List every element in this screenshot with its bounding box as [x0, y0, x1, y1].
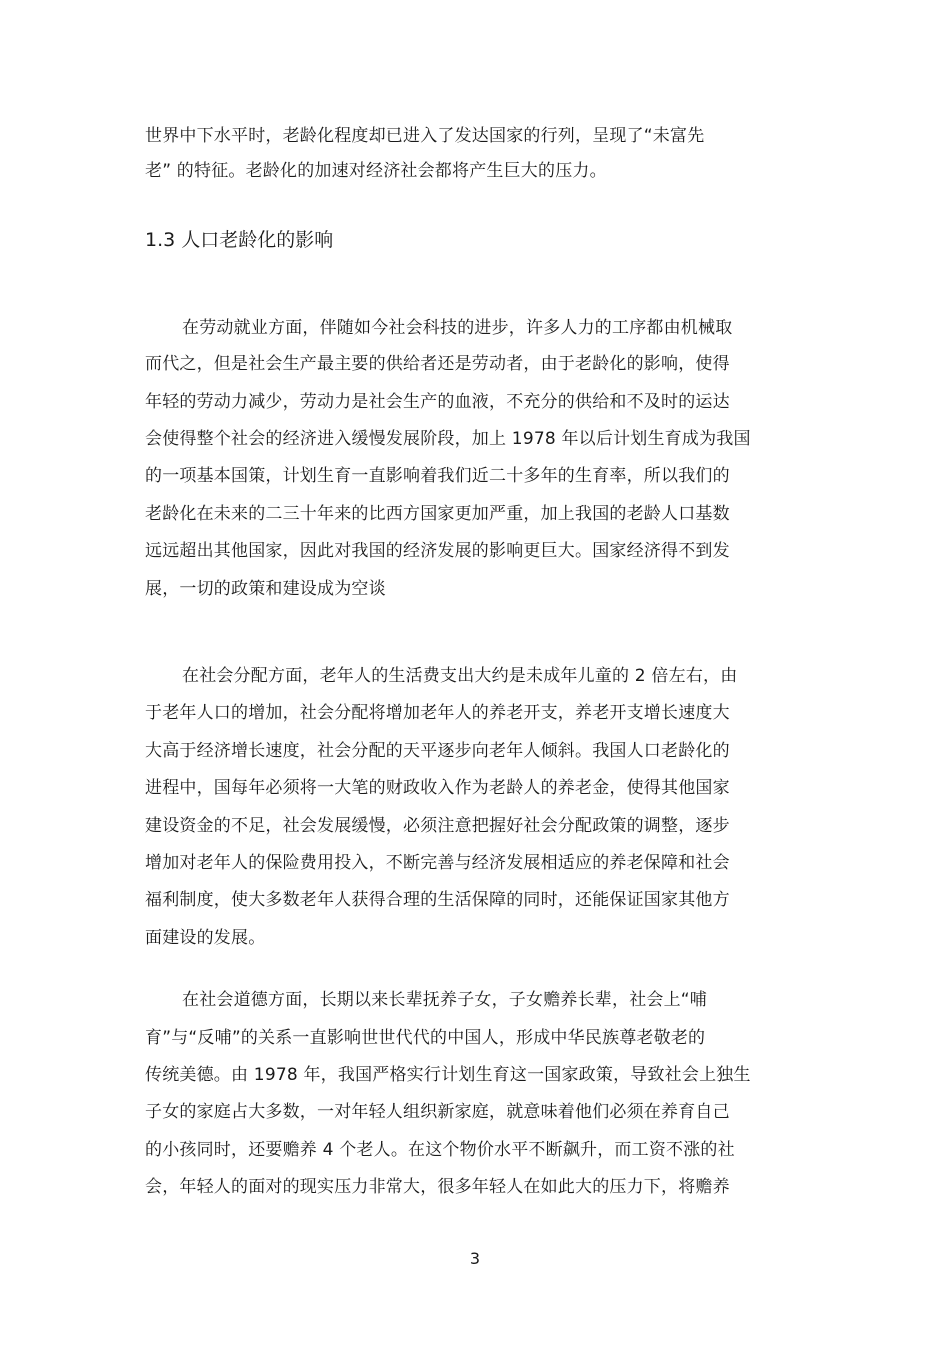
paragraph-line: 子女的家庭占大多数，一对年轻人组织新家庭，就意味着他们必须在养育自己: [145, 1102, 730, 1122]
paragraph-line: 年轻的劳动力减少，劳动力是社会生产的血液，不充分的供给和不及时的运达: [145, 392, 730, 412]
paragraph-line: 在劳动就业方面，伴随如今社会科技的进步，许多人力的工序都由机械取: [182, 318, 733, 338]
paragraph-line: 增加对老年人的保险费用投入，不断完善与经济发展相适应的养老保障和社会: [145, 853, 730, 873]
paragraph-line: 的小孩同时，还要赡养 4 个老人。在这个物价水平不断飙升，而工资不涨的社: [145, 1140, 735, 1160]
paragraph-line: 于老年人口的增加，社会分配将增加老年人的养老开支，养老开支增长速度大: [145, 703, 730, 723]
paragraph-line: 福利制度，使大多数老年人获得合理的生活保障的同时，还能保证国家其他方: [145, 890, 730, 910]
paragraph-line: 在社会分配方面，老年人的生活费支出大约是未成年儿童的 2 倍左右，由: [182, 666, 738, 686]
section-heading: 1.3 人口老龄化的影响: [145, 229, 334, 251]
paragraph-line: 会，年轻人的面对的现实压力非常大，很多年轻人在如此大的压力下，将赡养: [145, 1177, 730, 1197]
paragraph-line: 而代之，但是社会生产最主要的供给者还是劳动者，由于老龄化的影响，使得: [145, 354, 730, 374]
paragraph-line: 展，一切的政策和建设成为空谈: [145, 579, 386, 599]
paragraph-line: 育”与“反哺”的关系一直影响世世代代的中国人，形成中华民族尊老敬老的: [145, 1028, 706, 1048]
paragraph-line: 远远超出其他国家，因此对我国的经济发展的影响更巨大。国家经济得不到发: [145, 541, 730, 561]
intro-line-2: 老” 的特征。老龄化的加速对经济社会都将产生巨大的压力。: [145, 161, 607, 181]
intro-line-1: 世界中下水平时，老龄化程度却已进入了发达国家的行列，呈现了“未富先: [145, 126, 705, 146]
paragraph-line: 建设资金的不足，社会发展缓慢，必须注意把握好社会分配政策的调整，逐步: [145, 816, 730, 836]
page-number: 3: [469, 1249, 481, 1268]
paragraph-line: 面建设的发展。: [145, 928, 266, 948]
paragraph-line: 传统美德。由 1978 年，我国严格实行计划生育这一国家政策，导致社会上独生: [145, 1065, 751, 1085]
paragraph-line: 进程中，国每年必须将一大笔的财政收入作为老龄人的养老金，使得其他国家: [145, 778, 730, 798]
paragraph-line: 的一项基本国策，计划生育一直影响着我们近二十多年的生育率，所以我们的: [145, 466, 730, 486]
paragraph-line: 在社会道德方面，长期以来长辈抚养子女，子女赡养长辈，社会上“哺: [182, 990, 708, 1010]
paragraph-line: 大高于经济增长速度，社会分配的天平逐步向老年人倾斜。我国人口老龄化的: [145, 741, 730, 761]
paragraph-line: 会使得整个社会的经济进入缓慢发展阶段，加上 1978 年以后计划生育成为我国: [145, 429, 751, 449]
paragraph-line: 老龄化在未来的二三十年来的比西方国家更加严重，加上我国的老龄人口基数: [145, 504, 730, 524]
